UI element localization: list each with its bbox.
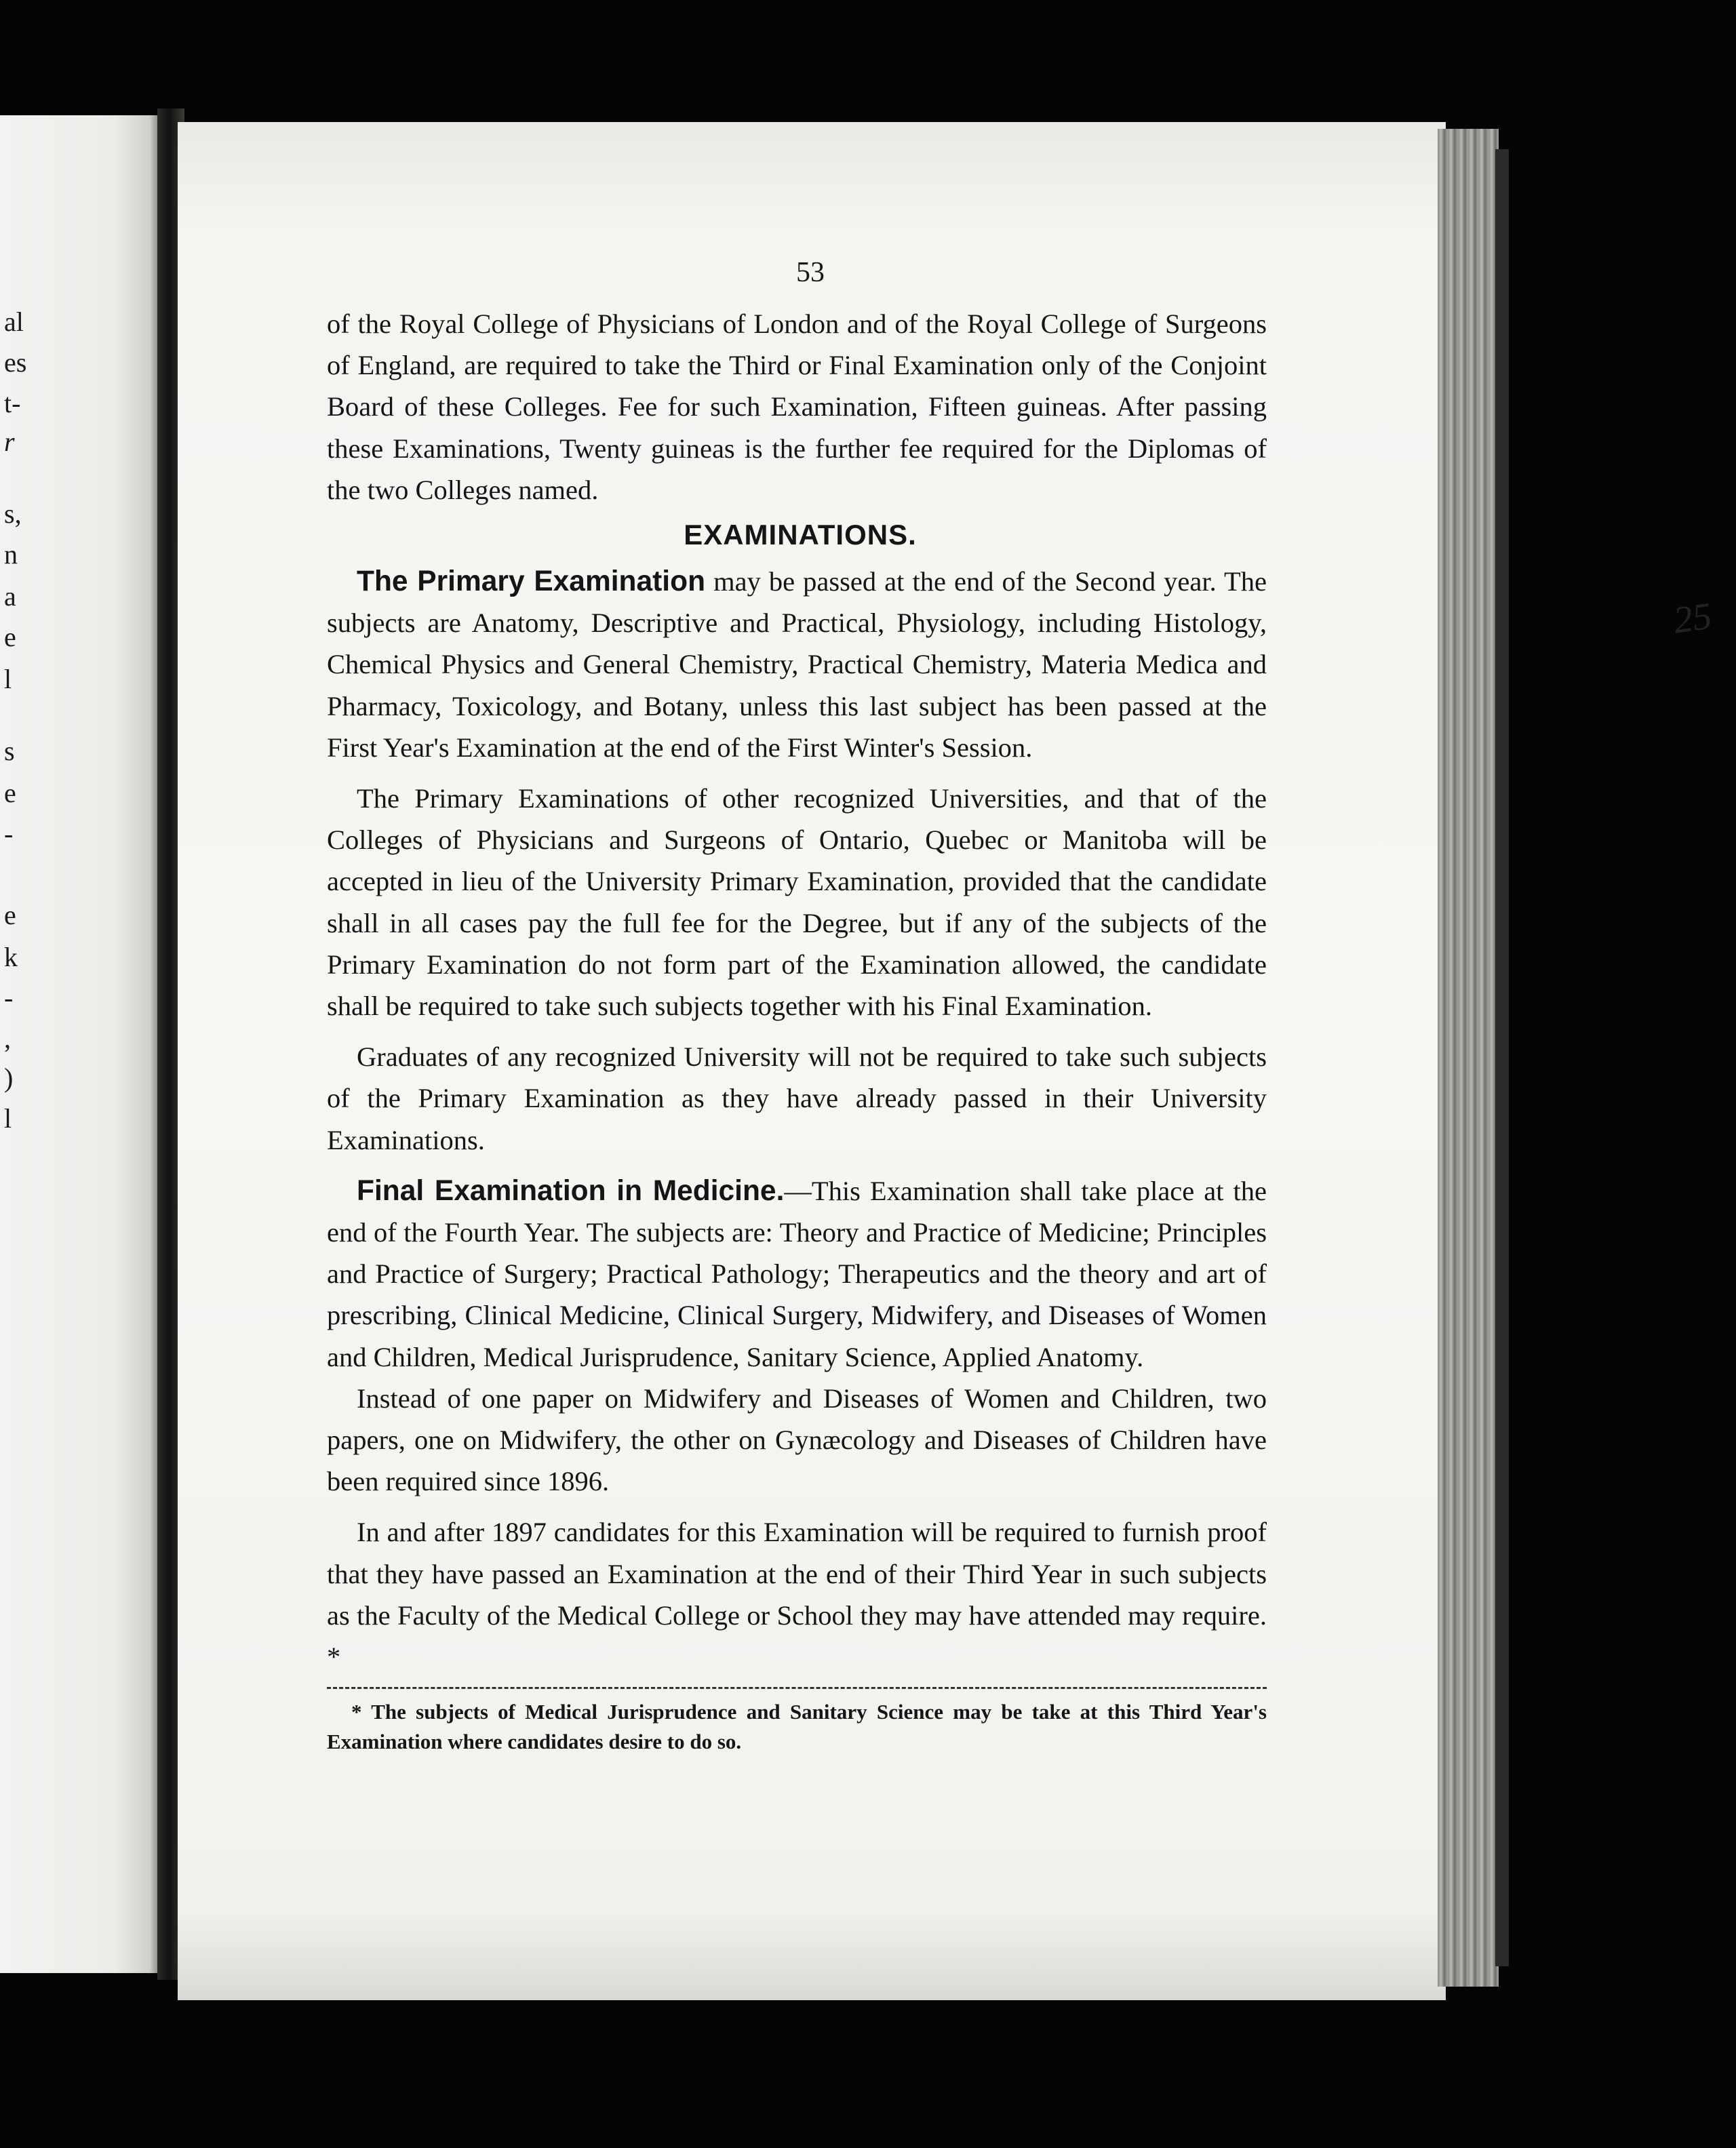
footnote-divider (327, 1687, 1267, 1689)
primary-examination-heading: The Primary Examination (357, 565, 706, 598)
opening-paragraph: of the Royal College of Physicians of London and of the Royal College of Surgeons of England, are required to take the Third or Final Examination only of the Conjoint Board of these Colleges. Fee for such Examination, Fifteen guineas. After passing these Examinations, Twenty guineas is the further fee required for the Diplomas of the two Colleges named. (327, 309, 1267, 505)
left-page-fragment: r (4, 426, 15, 457)
graduates-paragraph: Graduates of any recognized University will not be required to take such subjects of the Primary Examination as they have already passed in their University Examinations. (327, 1041, 1267, 1155)
left-page-fragment: l (4, 1103, 12, 1134)
final-examination-paragraph (327, 1170, 1267, 1378)
page-number: 53 (796, 257, 825, 288)
left-page-fragment: s, (4, 498, 22, 529)
left-page-fragment: n (4, 539, 18, 570)
text-column (327, 252, 1267, 1757)
midwifery-papers-paragraph: Instead of one paper on Midwifery and Diseases of Women and Children, two papers, one on Midwifery, the other on Gynæcology and Diseases of Children have been required since 1896. (327, 1383, 1267, 1497)
page-edges-shadow (1495, 149, 1509, 1966)
left-page-fragment: es (4, 347, 27, 378)
left-page-fragment: k (4, 942, 18, 972)
page-edges (1438, 129, 1499, 1987)
left-page-fragment: e (4, 622, 16, 652)
left-page-fragment: - (4, 982, 14, 1013)
left-page-fragment: e (4, 900, 16, 930)
final-examination-heading: Final Examination in Medicine. (357, 1174, 785, 1207)
final-examination-text: —This Examination shall take place at the end of the Fourth Year. The subjects are: Theory and Practice of Medicine; Principles and Practice of Surgery; Practical Pathology; Therapeutics and the theory and art of prescribing, Clinical Medicine, Clinical Surgery, Midwifery, and Diseases of Women and Children, Medical Jurisprudence, Sanitary Science, Applied Anatomy. (327, 1175, 1267, 1372)
left-page-fragment: l (4, 664, 12, 694)
primary-examination-paragraph (327, 561, 1267, 768)
left-page-fragment: - (4, 818, 14, 849)
left-page-edge (0, 115, 163, 1973)
section-title: EXAMINATIONS. (684, 519, 917, 551)
left-page-fragment: t- (4, 388, 21, 418)
third-year-paragraph: In and after 1897 candidates for this Examination will be required to furnish proof that they have passed an Examination at the end of their Third Year in such subjects as the Faculty of the Medical College or School they may have attended may require. * (327, 1517, 1267, 1673)
left-page-fragment: a (4, 581, 16, 612)
primary-examination-text: may be passed at the end of the Second year. The subjects are Anatomy, Descriptive and Practical, Physiology, including Histology, Chemical Physics and General Chemistry, Practical Chemistry, Materia Medica and Pharmacy, Toxicology, and Botany, unless this last subject has been passed at the First Year's Examination at the end of the First Winter's Session. (327, 566, 1267, 763)
left-page-fragment: al (4, 306, 24, 337)
left-page-fragment: s (4, 736, 15, 766)
left-page-fragment: , (4, 1023, 11, 1054)
left-page-fragment: ) (4, 1062, 14, 1093)
margin-pencil-mark: 25 (1670, 595, 1715, 642)
footnote: * The subjects of Medical Jurisprudence and Sanitary Science may be take at this Third Year's Examination where candidates desire to do so. (327, 1700, 1267, 1754)
left-page-fragment: e (4, 778, 16, 808)
primary-recognition-paragraph: The Primary Examinations of other recognized Universities, and that of the Colleges of Physicians and Surgeons of Ontario, Quebec or Manitoba will be accepted in lieu of the University Primary Examination, provided that the candidate shall in all cases pay the full fee for the Degree, but if any of the subjects of the Primary Examination do not form part of the Examination allowed, the candidate shall be required to take such subjects together with his Final Examination. (327, 783, 1267, 1022)
